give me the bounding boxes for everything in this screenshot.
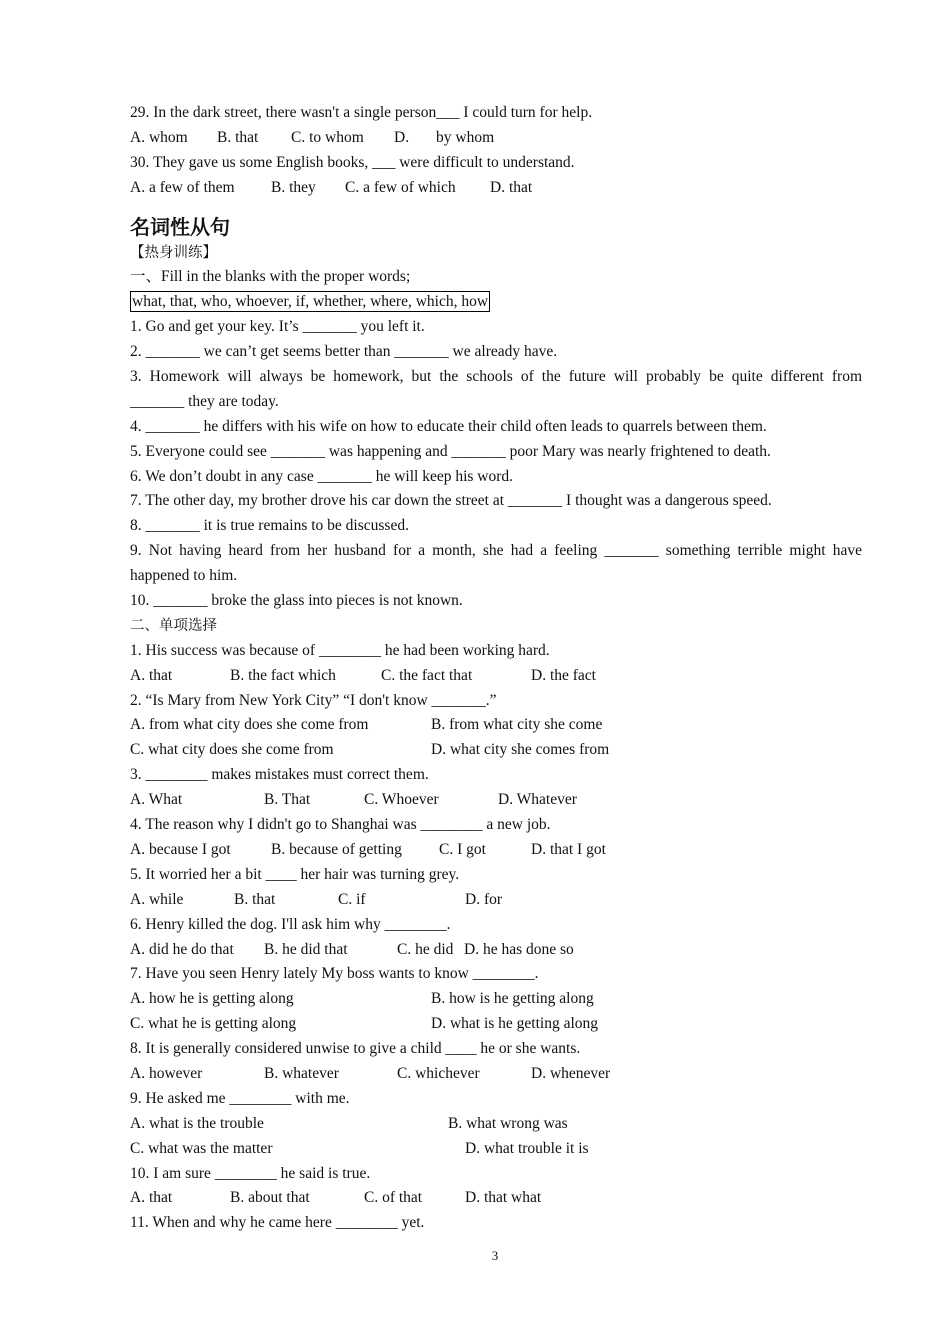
question-stem: 3. ________ makes mistakes must correct them. — [130, 766, 429, 784]
question-stem: 7. Have you seen Henry lately My boss wants to know ________. — [130, 965, 539, 983]
part2-title: 二、单项选择 — [130, 617, 217, 634]
option: A. while — [130, 890, 184, 908]
option-row — [130, 1137, 862, 1162]
option: B. how is he getting along — [431, 990, 594, 1008]
option: C. what was the matter — [130, 1139, 273, 1157]
option-row — [130, 1012, 862, 1037]
option: B. because of getting — [271, 840, 402, 858]
option: B. whatever — [264, 1064, 339, 1082]
option: A. how he is getting along — [130, 990, 294, 1008]
option-row — [130, 987, 862, 1012]
fill-item: 5. Everyone could see _______ was happening and _______ poor Mary was nearly frightened to death. — [130, 442, 771, 460]
option: D. he has done so — [464, 940, 574, 958]
option: C. he did — [397, 940, 454, 958]
part1-title-text: 一、Fill in the blanks with the proper words; — [130, 268, 411, 286]
fill-item: 8. _______ it is true remains to be discussed. — [130, 517, 409, 535]
worksheet-page — [130, 101, 862, 1236]
option-row — [130, 1062, 862, 1087]
option: C. if — [338, 890, 366, 908]
question-stem: 4. The reason why I didn't go to Shanghai was ________ a new job. — [130, 816, 551, 834]
option: D. that — [490, 178, 533, 196]
option: C. I got — [439, 840, 486, 858]
option: B. he did that — [264, 940, 348, 958]
fill-item: 2. _______ we can’t get seems better than _______ we already have. — [130, 343, 558, 361]
option: C. of that — [364, 1189, 423, 1207]
part1-title — [130, 265, 862, 290]
option: D. that I got — [531, 840, 606, 858]
fill-item: 3. Homework will always be homework, but the schools of the future will probably be quite different from — [130, 368, 862, 386]
option: D. — [394, 128, 410, 146]
word-box: what, that, who, whoever, if, whether, where, which, how — [132, 293, 489, 311]
question-stem: 6. Henry killed the dog. I'll ask him why ________. — [130, 915, 451, 933]
fill-item: 7. The other day, my brother drove his car down the street at _______ I thought was a dangerous speed. — [130, 492, 772, 510]
option: C. what he is getting along — [130, 1015, 297, 1033]
option: A. a few of them — [130, 178, 235, 196]
option: D. for — [465, 890, 503, 908]
option-row — [130, 126, 862, 151]
option-row — [130, 738, 862, 763]
question-stem — [130, 101, 862, 126]
option-row — [130, 938, 862, 963]
option: A. that — [130, 1189, 173, 1207]
option: C. the fact that — [381, 666, 473, 684]
option: A. did he do that — [130, 940, 234, 958]
option: C. whichever — [397, 1064, 480, 1082]
question-stem: 8. It is generally considered unwise to give a child ____ he or she wants. — [130, 1040, 581, 1058]
option-row — [130, 788, 862, 813]
option: B. what wrong was — [448, 1114, 568, 1132]
option: B. the fact which — [230, 666, 336, 684]
option: C. Whoever — [364, 791, 439, 809]
option: D. that what — [465, 1189, 542, 1207]
option: A. however — [130, 1064, 203, 1082]
option-row — [130, 664, 862, 689]
option: A. What — [130, 791, 183, 809]
option: D. Whatever — [498, 791, 577, 809]
question-stem: 5. It worried her a bit ____ her hair was turning grey. — [130, 865, 460, 883]
option: D. whenever — [531, 1064, 611, 1082]
option: B. that — [234, 890, 276, 908]
option-row — [130, 713, 862, 738]
question-stem: 10. I am sure ________ he said is true. — [130, 1164, 371, 1182]
option-row — [130, 1186, 862, 1211]
question-text: 30. They gave us some English books, ___ were difficult to understand. — [130, 153, 575, 171]
option: D. what is he getting along — [431, 1015, 599, 1033]
option-row — [130, 888, 862, 913]
section-title: 名词性从句 — [130, 214, 230, 239]
option: B. That — [264, 791, 311, 809]
option: D. what city she comes from — [431, 741, 610, 759]
warmup-label: 【热身训练】 — [130, 244, 217, 261]
option-row — [130, 1112, 862, 1137]
option: D. what trouble it is — [465, 1139, 589, 1157]
option: A. because I got — [130, 840, 231, 858]
fill-item: 6. We don’t doubt in any case _______ he will keep his word. — [130, 467, 514, 485]
option: B. they — [271, 178, 316, 196]
option: B. about that — [230, 1189, 310, 1207]
question-stem: 2. “Is Mary from New York City” “I don't know _______.” — [130, 691, 497, 709]
option-row — [130, 176, 862, 201]
question-stem: 9. He asked me ________ with me. — [130, 1089, 350, 1107]
page-number: 3 — [491, 1248, 499, 1263]
option: A. that — [130, 666, 173, 684]
word-box-row — [130, 290, 862, 315]
fill-item: 9. Not having heard from her husband for a month, she had a feeling _______ something terrible might have — [130, 542, 862, 560]
question-stem: 1. His success was because of ________ he had been working hard. — [130, 641, 550, 659]
option: B. that — [217, 128, 259, 146]
question-stem — [130, 151, 862, 176]
fill-item-continued: _______ they are today. — [130, 392, 279, 410]
fill-item: 1. Go and get your key. It’s _______ you left it. — [130, 318, 425, 336]
question-stem: 11. When and why he came here ________ yet. — [130, 1214, 425, 1232]
question-text: 29. In the dark street, there wasn't a single person___ I could turn for help. — [130, 104, 593, 121]
option: A. whom — [130, 128, 188, 146]
option: B. from what city she come — [431, 716, 603, 734]
option: by whom — [436, 128, 495, 146]
fill-item-continued: happened to him. — [130, 567, 238, 585]
fill-item: 10. _______ broke the glass into pieces is not known. — [130, 592, 463, 610]
fill-item: 4. _______ he differs with his wife on how to educate their child often leads to quarrels between them. — [130, 417, 767, 435]
option: A. from what city does she come from — [130, 716, 369, 734]
option: D. the fact — [531, 666, 596, 684]
option-row — [130, 838, 862, 863]
option: C. a few of which — [345, 178, 456, 196]
option: C. what city does she come from — [130, 741, 334, 759]
option: C. to whom — [291, 128, 364, 146]
option: A. what is the trouble — [130, 1114, 264, 1132]
